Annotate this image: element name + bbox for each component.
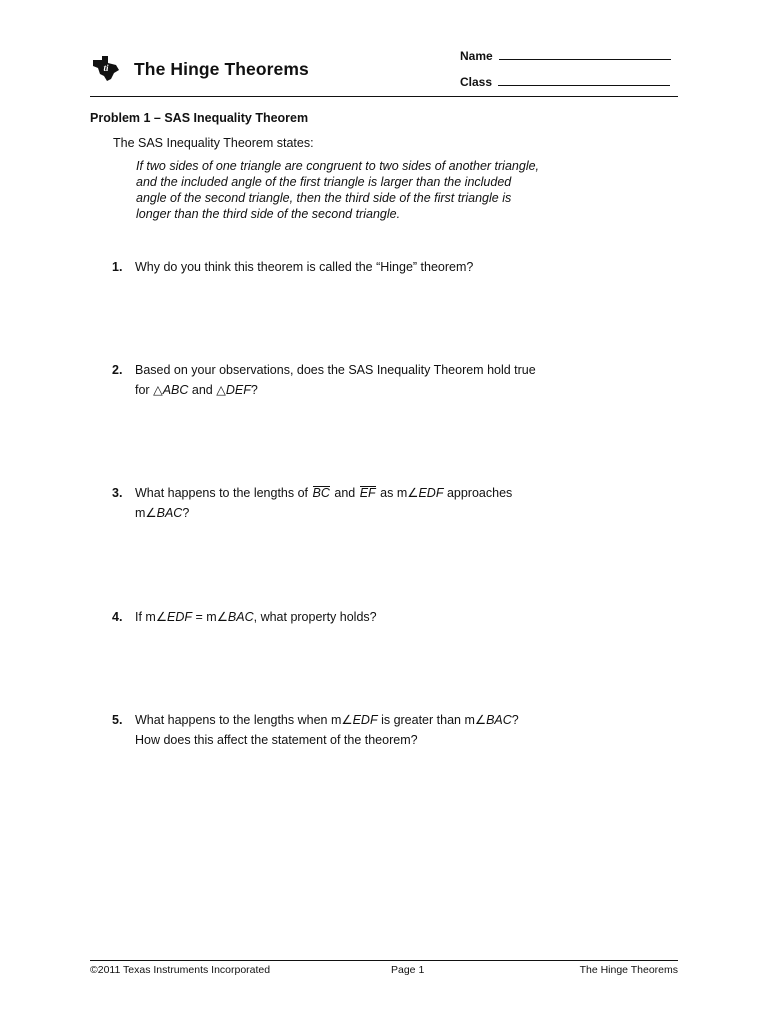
angle-bac: BAC [156, 506, 183, 520]
question-text [135, 483, 605, 503]
text-fragment: approaches [443, 486, 513, 500]
name-label: Name [460, 49, 493, 63]
question-number: 4. [112, 610, 123, 624]
question-number: 1. [112, 260, 123, 274]
footer-copyright: ©2011 Texas Instruments Incorporated [90, 964, 271, 976]
theorem-line: angle of the second triangle, then the third side of the first triangle is [136, 191, 512, 205]
text-fragment: ? [182, 506, 190, 520]
name-blank-line[interactable] [499, 48, 671, 60]
text-fragment: If m∠ [135, 610, 168, 624]
name-field[interactable] [460, 48, 671, 63]
angle-edf: EDF [167, 610, 193, 624]
question-text-line-2 [135, 380, 605, 400]
angle-bac: BAC [486, 713, 512, 727]
question-text-line-2: How does this affect the statement of the theorem? [135, 733, 418, 747]
theorem-line: longer than the third side of the second triangle. [136, 207, 401, 221]
question-text-line-2 [135, 503, 605, 523]
text-fragment: and [188, 383, 217, 397]
text-fragment: ? [511, 713, 519, 727]
text-fragment: for [135, 383, 154, 397]
triangle-icon: △ [153, 383, 163, 397]
problem-heading: Problem 1 – SAS Inequality Theorem [90, 111, 309, 125]
angle-edf: EDF [418, 486, 444, 500]
text-fragment: = m∠ [192, 610, 228, 624]
question-text [135, 607, 605, 627]
header-divider [90, 96, 678, 97]
question-text: Based on your observations, does the SAS Inequality Theorem hold true [135, 363, 536, 377]
text-fragment: What happens to the lengths of [135, 486, 312, 500]
triangle-def: DEF [225, 383, 251, 397]
class-blank-line[interactable] [498, 74, 670, 86]
text-fragment: , what property holds? [253, 610, 377, 624]
triangle-abc: ABC [162, 383, 189, 397]
footer-title: The Hinge Theorems [579, 964, 678, 976]
angle-bac: BAC [227, 610, 254, 624]
question-number: 2. [112, 363, 123, 377]
class-field[interactable] [460, 74, 670, 89]
class-label: Class [460, 75, 493, 89]
text-fragment: What happens to the lengths when m∠ [135, 713, 353, 727]
texas-instruments-logo-icon [90, 54, 120, 82]
text-fragment: m∠ [135, 506, 157, 520]
segment-ef: EF [359, 486, 376, 500]
theorem-line: If two sides of one triangle are congruent to two sides of another triangle, [136, 159, 540, 173]
question-text [135, 710, 605, 730]
footer-divider [90, 960, 678, 961]
question-number: 5. [112, 713, 123, 727]
theorem-intro: The SAS Inequality Theorem states: [113, 136, 314, 150]
segment-bc: BC [312, 486, 330, 500]
text-fragment: ? [250, 383, 258, 397]
text-fragment: is greater than m∠ [377, 713, 487, 727]
footer-page-number: Page 1 [391, 964, 425, 976]
question-number: 3. [112, 486, 123, 500]
document-title: The Hinge Theorems [134, 59, 309, 79]
theorem-statement [136, 158, 596, 222]
question-text: Why do you think this theorem is called the “Hinge” theorem? [135, 260, 474, 274]
triangle-icon: △ [216, 383, 226, 397]
svg-text:ti: ti [103, 63, 109, 73]
text-fragment: as m∠ [376, 486, 419, 500]
theorem-line: and the included angle of the first triangle is larger than the included [136, 175, 512, 189]
text-fragment: and [330, 486, 359, 500]
angle-edf: EDF [352, 713, 378, 727]
